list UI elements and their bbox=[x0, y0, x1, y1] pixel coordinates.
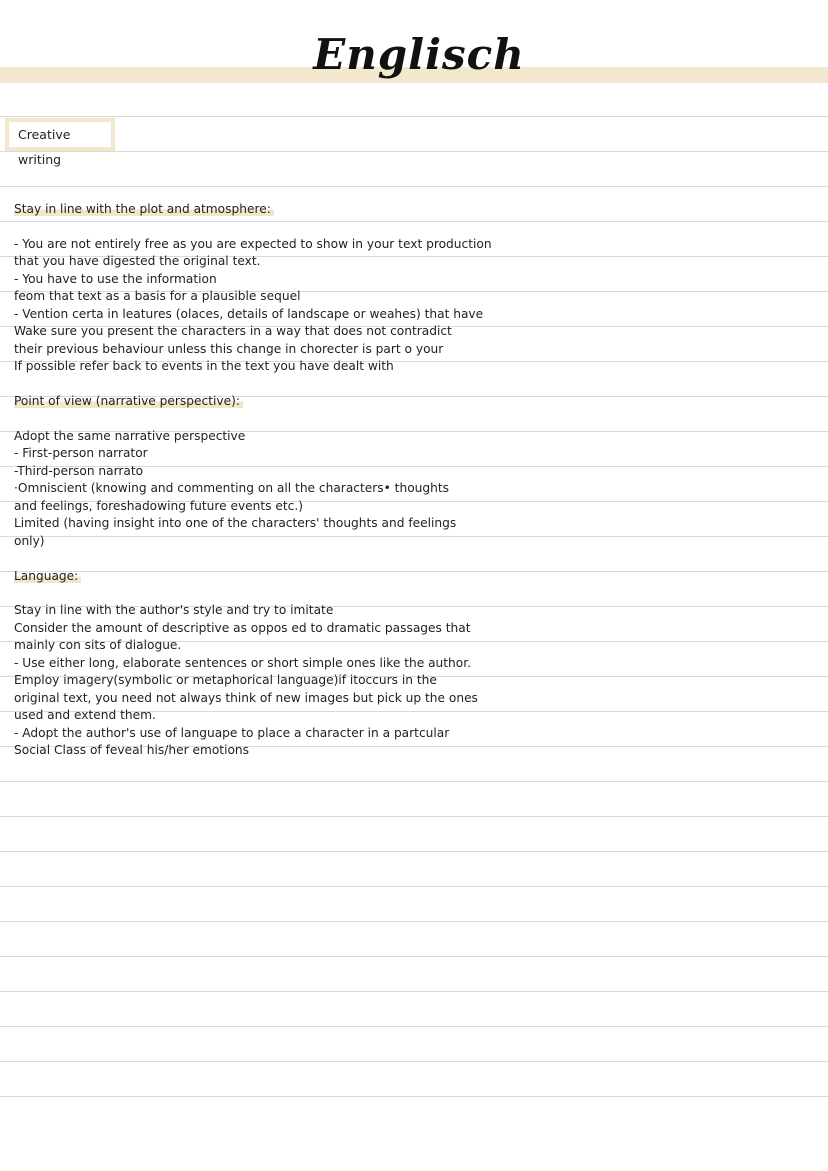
note-line: ·Omniscient (knowing and commenting on all the characters• thoughts bbox=[14, 481, 449, 495]
rule-line bbox=[0, 851, 828, 852]
note-line: Consider the amount of descriptive as oppos ed to dramatic passages that bbox=[14, 621, 471, 635]
rule-line bbox=[0, 781, 828, 782]
rule-line bbox=[0, 991, 828, 992]
rule-line bbox=[0, 151, 828, 152]
note-line: -Third-person narrato bbox=[14, 464, 144, 478]
note-line: - You are not entirely free as you are expected to show in your text production bbox=[14, 237, 492, 251]
page-title: Englisch bbox=[313, 30, 525, 79]
topic-tag bbox=[5, 118, 115, 167]
rule-line bbox=[0, 116, 828, 117]
note-line: Stay in line with the author's style and try to imitate bbox=[14, 603, 334, 617]
rule-line bbox=[0, 956, 828, 957]
note-line: - Vention certa in leatures (olaces, details of landscape or weahes) that have bbox=[14, 307, 484, 321]
note-line: only) bbox=[14, 534, 45, 548]
section-heading: Stay in line with the plot and atmosphere: bbox=[14, 201, 274, 217]
note-line: that you have digested the original text. bbox=[14, 254, 261, 268]
note-line: original text, you need not always think of new images but pick up the ones bbox=[14, 691, 478, 705]
rule-line bbox=[0, 221, 828, 222]
rule-line bbox=[0, 1026, 828, 1027]
rule-line bbox=[0, 886, 828, 887]
note-line: Social Class of feveal his/her emotions bbox=[14, 743, 249, 757]
note-line: used and extend them. bbox=[14, 708, 156, 722]
note-line: Limited (having insight into one of the characters' thoughts and feelings bbox=[14, 516, 457, 530]
note-line: mainly con sits of dialogue. bbox=[14, 638, 182, 652]
note-line: - You have to use the information bbox=[14, 272, 217, 286]
note-line: their previous behaviour unless this change in chorecter is part o your bbox=[14, 342, 444, 356]
note-line: - Use either long, elaborate sentences or short simple ones like the author. bbox=[14, 656, 472, 670]
note-line: Adopt the same narrative perspective bbox=[14, 429, 246, 443]
rule-line bbox=[0, 1061, 828, 1062]
note-line: If possible refer back to events in the text you have dealt with bbox=[14, 359, 394, 373]
section-heading: Point of view (narrative perspective): bbox=[14, 393, 243, 409]
rule-line bbox=[0, 186, 828, 187]
topic-tag-label: Creative writing bbox=[9, 122, 111, 147]
note-line: Employ imagery(symbolic or metaphorical language)if itoccurs in the bbox=[14, 673, 437, 687]
note-line: - First-person narrator bbox=[14, 446, 148, 460]
rule-line bbox=[0, 1096, 828, 1097]
note-line: Wake sure you present the characters in a way that does not contradict bbox=[14, 324, 452, 338]
rule-line bbox=[0, 921, 828, 922]
rule-line bbox=[0, 536, 828, 537]
note-line: and feelings, foreshadowing future events etc.) bbox=[14, 499, 304, 513]
section-heading: Language: bbox=[14, 568, 81, 584]
note-line: - Adopt the author's use of languape to place a character in a partcular bbox=[14, 726, 450, 740]
note-line: feom that text as a basis for a plausible sequel bbox=[14, 289, 301, 303]
rule-line bbox=[0, 571, 828, 572]
rule-line bbox=[0, 816, 828, 817]
